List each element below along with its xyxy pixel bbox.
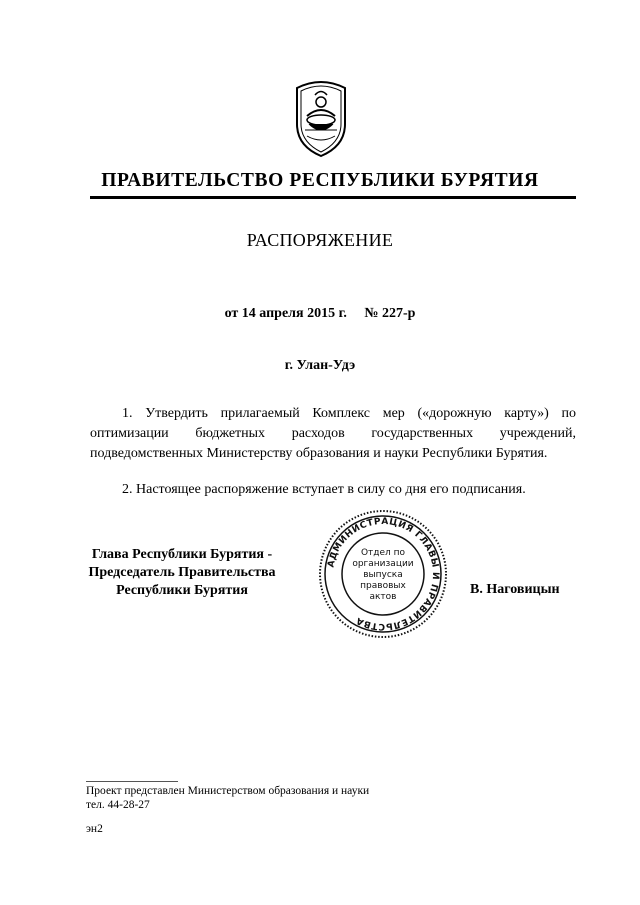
title-divider	[90, 196, 576, 199]
footer-prepared-by: Проект представлен Министерством образования и науки	[86, 785, 370, 797]
document-date-number	[0, 306, 640, 322]
seal-inner-line: актов	[369, 592, 397, 602]
seal-outer-text: АДМИНИСТРАЦИЯ ГЛАВЫ И ПРАВИТЕЛЬСТВА	[326, 516, 441, 632]
paragraph-2: 2. Настоящее распоряжение вступает в силу со дня его подписания.	[122, 482, 526, 497]
document-city: г. Улан-Удэ	[284, 358, 356, 373]
seal-inner-line: правовых	[360, 581, 406, 591]
document-type: РАСПОРЯЖЕНИЕ	[246, 230, 394, 250]
seal-inner-line: организации	[352, 559, 414, 569]
official-seal	[317, 508, 449, 640]
seal-inner-line: Отдел по	[360, 548, 406, 558]
paragraph-1: 1. Утвердить прилагаемый Комплекс мер («дорожную карту») по оптимизации бюджетных расходов государственных учреждений, подведомственных Министерству образования и науки Республики Бурятия.	[90, 406, 576, 461]
signatory-title-line: Глава Республики Бурятия -	[91, 547, 273, 562]
signatory-title-line: Председатель Правительства	[88, 565, 276, 580]
government-title: ПРАВИТЕЛЬСТВО РЕСПУБЛИКИ БУРЯТИЯ	[101, 170, 539, 191]
coat-of-arms-icon	[289, 78, 353, 158]
signatory-title-line: Республики Бурятия	[116, 583, 248, 598]
footer-divider	[86, 781, 178, 782]
document-number: № 227-р	[364, 306, 416, 321]
signatory-name: В. Наговицын	[470, 582, 560, 597]
seal-inner-line: выпуска	[363, 570, 403, 580]
document-date: от 14 апреля 2015 г.	[224, 306, 347, 321]
footer-phone: тел. 44-28-27	[86, 799, 150, 811]
signatory-title	[76, 546, 288, 600]
footer-code: эн2	[86, 823, 103, 835]
